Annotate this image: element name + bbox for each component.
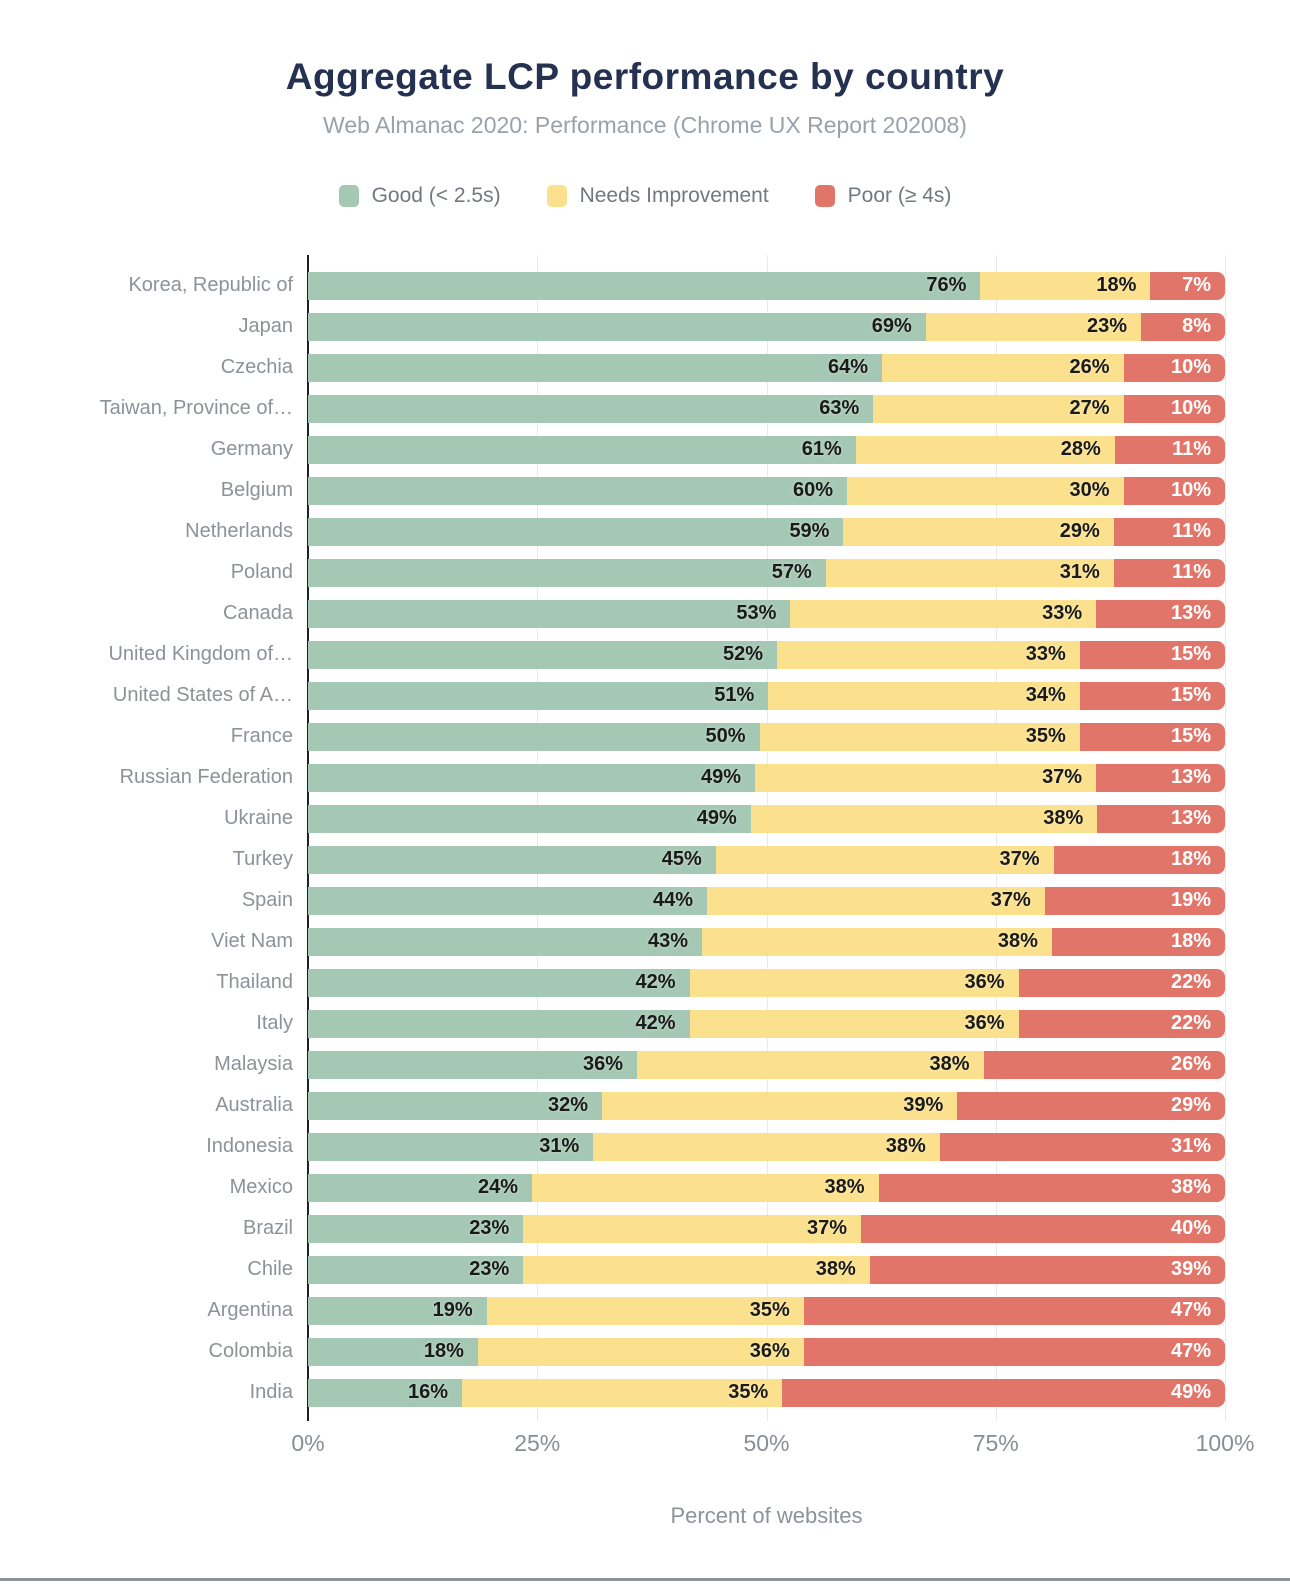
- bar-track: [308, 764, 1225, 792]
- bar-track: [308, 1297, 1225, 1325]
- country-label: Poland: [230, 561, 293, 583]
- legend-label-poor: Poor (≥ 4s): [847, 184, 952, 207]
- bar-segment-good: 76%: [308, 272, 980, 300]
- footer-divider: [0, 1578, 1290, 1581]
- bar-segment-poor: 15%: [1080, 641, 1225, 669]
- bar-segment-poor: 10%: [1124, 354, 1226, 382]
- bar-segment-ni: 26%: [882, 354, 1124, 382]
- bar-segment-good: 49%: [308, 764, 755, 792]
- bar-segment-good: 52%: [308, 641, 777, 669]
- bar-segment-poor: 13%: [1097, 805, 1225, 833]
- bar-segment-good: 24%: [308, 1174, 532, 1202]
- bar-segment-poor: 10%: [1124, 477, 1226, 505]
- bar-segment-ni: 23%: [926, 313, 1141, 341]
- x-tick-label: 100%: [1195, 1430, 1255, 1456]
- bar-segment-ni: 33%: [777, 641, 1080, 669]
- bar-segment-good: 44%: [308, 887, 707, 915]
- country-label: United Kingdom of…: [108, 643, 293, 665]
- bar-row: [0, 798, 1290, 839]
- bar-track: [308, 969, 1225, 997]
- bar-segment-good: 42%: [308, 1010, 690, 1038]
- bar-segment-poor: 13%: [1096, 600, 1225, 628]
- bar-segment-poor: 11%: [1115, 436, 1225, 464]
- bar-track: [308, 600, 1225, 628]
- bar-segment-poor: 31%: [940, 1133, 1225, 1161]
- bar-row: [0, 880, 1290, 921]
- country-label: Germany: [210, 438, 293, 460]
- bar-segment-ni: 38%: [637, 1051, 984, 1079]
- bar-row: [0, 1044, 1290, 1085]
- bar-segment-ni: 34%: [768, 682, 1080, 710]
- bar-segment-good: 53%: [308, 600, 790, 628]
- bar-row: [0, 1249, 1290, 1290]
- bar-segment-good: 43%: [308, 928, 702, 956]
- bar-track: [308, 1092, 1225, 1120]
- legend-swatch-good-icon: [339, 185, 359, 207]
- bar-row: [0, 1331, 1290, 1372]
- bar-segment-poor: 15%: [1080, 682, 1225, 710]
- bar-segment-good: 45%: [308, 846, 716, 874]
- country-label: Ukraine: [224, 807, 293, 829]
- bar-segment-good: 50%: [308, 723, 760, 751]
- bar-row: [0, 1003, 1290, 1044]
- bar-segment-good: 61%: [308, 436, 856, 464]
- country-label: Australia: [215, 1094, 293, 1116]
- bar-segment-good: 36%: [308, 1051, 637, 1079]
- bar-row: [0, 347, 1290, 388]
- country-label: Czechia: [220, 356, 293, 378]
- x-tick-label: 50%: [743, 1430, 790, 1456]
- bar-segment-ni: 31%: [826, 559, 1114, 587]
- bar-segment-poor: 18%: [1054, 846, 1226, 874]
- country-label: Colombia: [208, 1340, 293, 1362]
- bar-track: [308, 682, 1225, 710]
- bar-segment-good: 69%: [308, 313, 926, 341]
- bar-segment-ni: 29%: [843, 518, 1113, 546]
- bar-track: [308, 887, 1225, 915]
- bar-track: [308, 1133, 1225, 1161]
- country-label: Brazil: [242, 1217, 293, 1239]
- legend-label-needs-improvement: Needs Improvement: [579, 184, 769, 207]
- bar-row: [0, 470, 1290, 511]
- bar-segment-poor: 26%: [984, 1051, 1226, 1079]
- x-tick-label: 25%: [514, 1430, 561, 1456]
- bar-segment-poor: 49%: [782, 1379, 1225, 1407]
- bar-segment-poor: 47%: [804, 1297, 1225, 1325]
- bar-segment-poor: 29%: [957, 1092, 1225, 1120]
- bar-row: [0, 511, 1290, 552]
- bar-row: [0, 1085, 1290, 1126]
- bar-segment-ni: 38%: [702, 928, 1052, 956]
- bar-rows: [0, 265, 1290, 1413]
- bar-segment-poor: 22%: [1019, 1010, 1226, 1038]
- bar-segment-good: 63%: [308, 395, 873, 423]
- bar-segment-poor: 19%: [1045, 887, 1225, 915]
- bar-segment-poor: 22%: [1019, 969, 1226, 997]
- bar-segment-good: 59%: [308, 518, 843, 546]
- x-axis-title: Percent of websites: [670, 1503, 863, 1528]
- bar-track: [308, 641, 1225, 669]
- bar-track: [308, 928, 1225, 956]
- bar-segment-poor: 11%: [1114, 518, 1225, 546]
- chart-title: Aggregate LCP performance by country: [285, 56, 1005, 97]
- bar-track: [308, 436, 1225, 464]
- bar-track: [308, 723, 1225, 751]
- bar-segment-good: 23%: [308, 1215, 523, 1243]
- bar-segment-poor: 13%: [1096, 764, 1225, 792]
- bar-row: [0, 921, 1290, 962]
- bar-segment-ni: 35%: [462, 1379, 782, 1407]
- bar-row: [0, 962, 1290, 1003]
- bar-segment-good: 32%: [308, 1092, 602, 1120]
- bar-segment-good: 19%: [308, 1297, 487, 1325]
- bar-segment-ni: 36%: [690, 1010, 1019, 1038]
- bar-segment-poor: 8%: [1141, 313, 1225, 341]
- bar-track: [308, 313, 1225, 341]
- bar-segment-poor: 39%: [870, 1256, 1225, 1284]
- legend-swatch-poor-icon: [815, 185, 835, 207]
- bar-track: [308, 1256, 1225, 1284]
- country-label: Italy: [256, 1012, 293, 1034]
- legend-item-good[interactable]: [339, 184, 501, 208]
- country-label: Argentina: [207, 1299, 293, 1321]
- chart-area: [0, 265, 1290, 1413]
- country-label: Japan: [238, 315, 293, 337]
- country-label: Spain: [241, 889, 293, 911]
- x-tick-label: 0%: [291, 1430, 325, 1456]
- bar-segment-good: 42%: [308, 969, 690, 997]
- country-label: United States of A…: [112, 684, 293, 706]
- legend-item-poor[interactable]: [815, 184, 952, 208]
- bar-segment-good: 64%: [308, 354, 882, 382]
- x-axis-ticks: [291, 1430, 1255, 1458]
- country-label: India: [249, 1381, 293, 1403]
- bar-track: [308, 1010, 1225, 1038]
- bar-segment-good: 31%: [308, 1133, 593, 1161]
- legend-item-needs-improvement[interactable]: [547, 184, 769, 208]
- bar-segment-ni: 36%: [478, 1338, 804, 1366]
- bar-row: [0, 1167, 1290, 1208]
- bar-track: [308, 1338, 1225, 1366]
- bar-segment-poor: 10%: [1124, 395, 1226, 423]
- x-tick-label: 75%: [972, 1430, 1019, 1456]
- country-label: Belgium: [220, 479, 293, 501]
- bar-row: [0, 1372, 1290, 1413]
- legend-label-good: Good (< 2.5s): [371, 184, 501, 207]
- country-label: Taiwan, Province of…: [99, 397, 293, 419]
- bar-track: [308, 1174, 1225, 1202]
- bar-segment-ni: 39%: [602, 1092, 957, 1120]
- bar-row: [0, 1208, 1290, 1249]
- country-label: Viet Nam: [211, 930, 293, 952]
- bar-segment-ni: 37%: [755, 764, 1096, 792]
- country-label: Canada: [222, 602, 293, 624]
- bar-row: [0, 634, 1290, 675]
- bar-row: [0, 716, 1290, 757]
- bar-row: [0, 675, 1290, 716]
- bar-segment-ni: 35%: [760, 723, 1080, 751]
- bar-segment-good: 18%: [308, 1338, 478, 1366]
- country-label: Korea, Republic of: [128, 274, 293, 296]
- bar-row: [0, 265, 1290, 306]
- bar-track: [308, 477, 1225, 505]
- bar-segment-poor: 38%: [879, 1174, 1226, 1202]
- bar-segment-good: 60%: [308, 477, 847, 505]
- country-label: Thailand: [216, 971, 293, 993]
- bar-segment-good: 16%: [308, 1379, 462, 1407]
- bar-row: [0, 757, 1290, 798]
- bar-segment-ni: 30%: [847, 477, 1124, 505]
- bar-segment-good: 57%: [308, 559, 826, 587]
- bar-segment-poor: 15%: [1080, 723, 1225, 751]
- legend: [0, 184, 1290, 208]
- bar-segment-ni: 38%: [751, 805, 1098, 833]
- bar-track: [308, 1379, 1225, 1407]
- country-label: Netherlands: [185, 520, 293, 542]
- bar-segment-poor: 47%: [804, 1338, 1225, 1366]
- bar-segment-ni: 37%: [523, 1215, 861, 1243]
- bar-segment-ni: 35%: [487, 1297, 804, 1325]
- country-label: Malaysia: [214, 1053, 293, 1075]
- bar-track: [308, 559, 1225, 587]
- bar-segment-good: 23%: [308, 1256, 523, 1284]
- bar-row: [0, 552, 1290, 593]
- legend-swatch-needs-improvement-icon: [547, 185, 567, 207]
- bar-track: [308, 354, 1225, 382]
- bar-track: [308, 1051, 1225, 1079]
- bar-segment-poor: 18%: [1052, 928, 1225, 956]
- bar-row: [0, 306, 1290, 347]
- country-label: Chile: [247, 1258, 293, 1280]
- bar-segment-ni: 37%: [707, 887, 1045, 915]
- country-label: Russian Federation: [119, 766, 293, 788]
- bar-segment-ni: 36%: [690, 969, 1019, 997]
- country-label: France: [230, 725, 293, 747]
- bar-track: [308, 805, 1225, 833]
- bar-segment-good: 49%: [308, 805, 751, 833]
- bar-row: [0, 593, 1290, 634]
- bar-segment-ni: 27%: [873, 395, 1123, 423]
- bar-row: [0, 1126, 1290, 1167]
- bar-track: [308, 518, 1225, 546]
- bar-segment-poor: 11%: [1114, 559, 1225, 587]
- bar-row: [0, 839, 1290, 880]
- bar-segment-good: 51%: [308, 682, 768, 710]
- bar-segment-ni: 37%: [716, 846, 1054, 874]
- bar-segment-ni: 38%: [523, 1256, 870, 1284]
- chart-subtitle: Web Almanac 2020: Performance (Chrome UX Report 202008): [323, 112, 967, 138]
- bar-segment-poor: 7%: [1150, 272, 1225, 300]
- bar-segment-ni: 18%: [980, 272, 1150, 300]
- bar-segment-ni: 28%: [856, 436, 1115, 464]
- bar-segment-ni: 38%: [593, 1133, 940, 1161]
- bar-segment-ni: 38%: [532, 1174, 879, 1202]
- bar-track: [308, 1215, 1225, 1243]
- bar-row: [0, 1290, 1290, 1331]
- bar-track: [308, 395, 1225, 423]
- bar-segment-poor: 40%: [861, 1215, 1225, 1243]
- bar-row: [0, 388, 1290, 429]
- country-label: Indonesia: [206, 1135, 293, 1157]
- bar-track: [308, 846, 1225, 874]
- bar-segment-ni: 33%: [790, 600, 1096, 628]
- bar-row: [0, 429, 1290, 470]
- country-label: Mexico: [229, 1176, 293, 1198]
- bar-track: [308, 272, 1225, 300]
- country-label: Turkey: [232, 848, 293, 870]
